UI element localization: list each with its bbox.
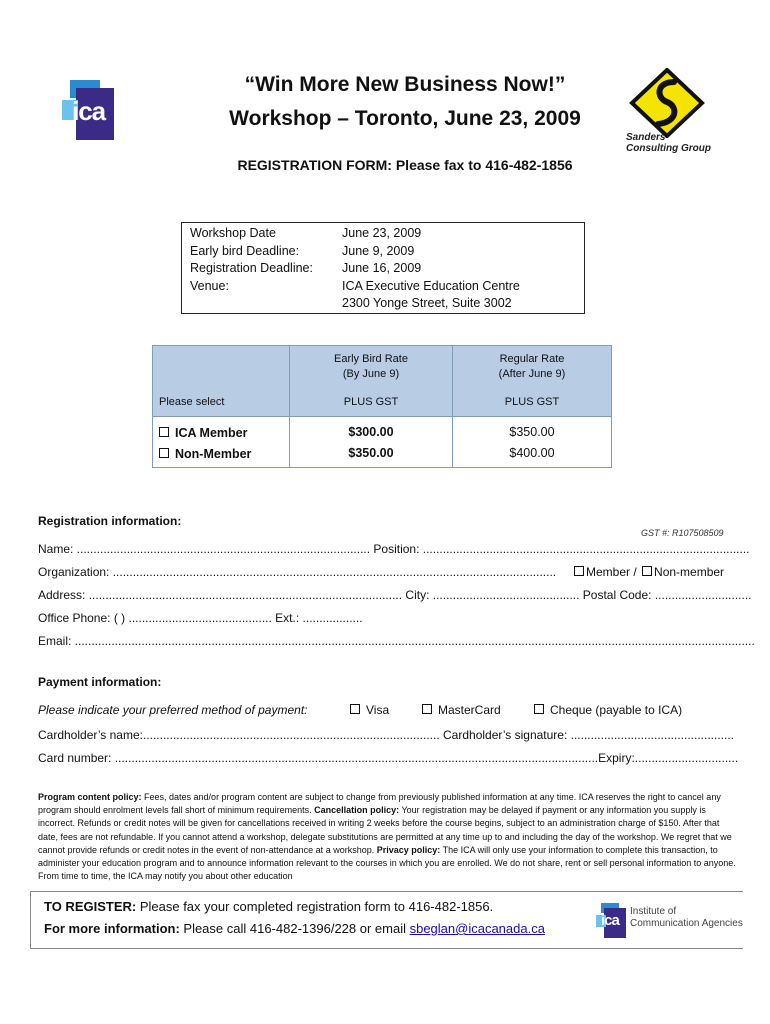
institute-line1: Institute of [630, 906, 677, 917]
ica-member-option[interactable]: ICA Member [159, 423, 289, 444]
registration-heading: Registration information: [38, 514, 182, 528]
info-value: June 9, 2009 [342, 243, 415, 258]
member-label: Member / [586, 565, 637, 579]
rate-table [152, 345, 612, 468]
institute-line2: Communication Agencies [630, 918, 743, 929]
gst-number: GST #: R107508509 [641, 528, 724, 538]
to-register-line [44, 899, 493, 914]
nonmember-checkbox[interactable] [642, 566, 652, 576]
cardholder-field[interactable]: Cardholder’s name:......................................................................................... Cardholder’s signature: ................................................. [38, 728, 734, 742]
info-value: 2300 Yonge Street, Suite 3002 [342, 296, 512, 310]
regular-rate-header: Regular Rate (After June 9) PLUS GST [453, 346, 612, 417]
organization-field[interactable]: Organization: ..................................................................................................................................... [38, 565, 557, 579]
price-cell: $350.00 [509, 425, 555, 439]
rate-select-header: Please select [153, 346, 290, 417]
nonmember-label: Non-member [654, 565, 725, 579]
phone-field[interactable]: Office Phone: ( ) ........................................... Ext.: .................. [38, 611, 363, 625]
regular-prices [453, 417, 612, 468]
policy-body: Fees, dates and/or program content are subject to change from previously published information at any time. ICA reserves the right to cancel any program should enrolment levels fall short of minimum requirements. [38, 792, 721, 816]
info-value: ICA Executive Education Centre [342, 278, 520, 293]
card-number-field[interactable]: Card number: .................................................................................................................................................Expiry:............................... [38, 751, 739, 765]
sanders-logo [622, 68, 712, 158]
ica-logo-text: ica [72, 96, 106, 126]
checkbox-icon[interactable] [159, 448, 169, 458]
more-info-line [44, 921, 545, 936]
price-cell: $400.00 [509, 446, 555, 460]
to-register-text: Please fax your completed registration form to 416-482-1856. [136, 899, 494, 914]
institute-name [630, 906, 743, 930]
membership-options [153, 417, 290, 468]
mastercard-option[interactable]: MasterCard [422, 703, 501, 717]
form-instruction: REGISTRATION FORM: Please fax to 416-482-1856 [237, 157, 573, 173]
info-label: Venue: [190, 278, 229, 293]
more-info-label: For more information: [44, 921, 180, 936]
policy-body: Your registration may be delayed if payment or any information you supply is incorrect. Refunds or credit notes will be given for cancellations received in writing 2 weeks before the course begins, subject to an administration charge of $150. After that date, fees are not refundable. If you cannot attend a workshop, delegate substitutions are permitted at any time up to and including the day of the workshop. We regret that we cannot provide refunds or credit notes in the event of non-attendance at a workshop. [38, 805, 732, 855]
info-value: June 23, 2009 [342, 226, 422, 240]
policy-text [38, 791, 740, 883]
visa-option[interactable]: Visa [350, 703, 389, 717]
payment-prompt: Please indicate your preferred method of payment: [38, 703, 308, 717]
ica-footer-logo [596, 903, 626, 939]
policy-label: Program content policy: [38, 792, 142, 802]
info-value: June 16, 2009 [342, 261, 422, 275]
ica-footer-logo-text: ica [601, 912, 619, 929]
policy-label: Cancellation policy: [314, 805, 400, 816]
cheque-checkbox[interactable] [534, 704, 544, 714]
member-checkbox[interactable] [574, 566, 584, 576]
price-cell: $300.00 [348, 425, 394, 439]
payment-heading: Payment information: [38, 675, 162, 689]
policy-label: Privacy policy: [376, 844, 441, 855]
price-cell: $350.00 [348, 446, 394, 460]
info-label: Registration Deadline: [190, 261, 313, 275]
workshop-info-box [181, 222, 585, 314]
policy-body: The ICA will only use your information to complete this transaction, to administer your education program and to announce information relevant to the courses in which you are enrolled. We do not share, rent or sell personal information to anyone. From time to time, the ICA may notify you about other education [38, 844, 736, 882]
early-bird-prices [290, 417, 453, 468]
workshop-title: “Win More New Business Now!” [244, 73, 566, 96]
cheque-option[interactable]: Cheque (payable to ICA) [534, 703, 682, 717]
early-bird-header: Early Bird Rate (By June 9) PLUS GST [290, 346, 453, 417]
more-info-text: Please call 416-482-1396/228 or email [179, 921, 410, 936]
checkbox-icon[interactable] [159, 427, 169, 437]
name-position-field[interactable]: Name: ........................................................................................ Position: .................................................................................................. [38, 542, 750, 556]
email-field[interactable]: Email: ............................................................................................................................................................................................................ [38, 634, 755, 648]
non-member-option[interactable]: Non-Member [159, 444, 289, 465]
membership-choice [574, 565, 724, 579]
address-field[interactable]: Address: .............................................................................................. City: ............................................ Postal Code: ............................. [38, 588, 752, 602]
info-label: Workshop Date [190, 226, 276, 240]
to-register-label: TO REGISTER: [44, 899, 137, 914]
sanders-logo-text: Sanders Consulting Group [626, 132, 711, 154]
email-link[interactable]: sbeglan@icacanada.ca [409, 921, 545, 936]
workshop-subtitle: Workshop – Toronto, June 23, 2009 [229, 107, 581, 130]
info-label: Early bird Deadline: [190, 243, 300, 258]
visa-checkbox[interactable] [350, 704, 360, 714]
mastercard-checkbox[interactable] [422, 704, 432, 714]
